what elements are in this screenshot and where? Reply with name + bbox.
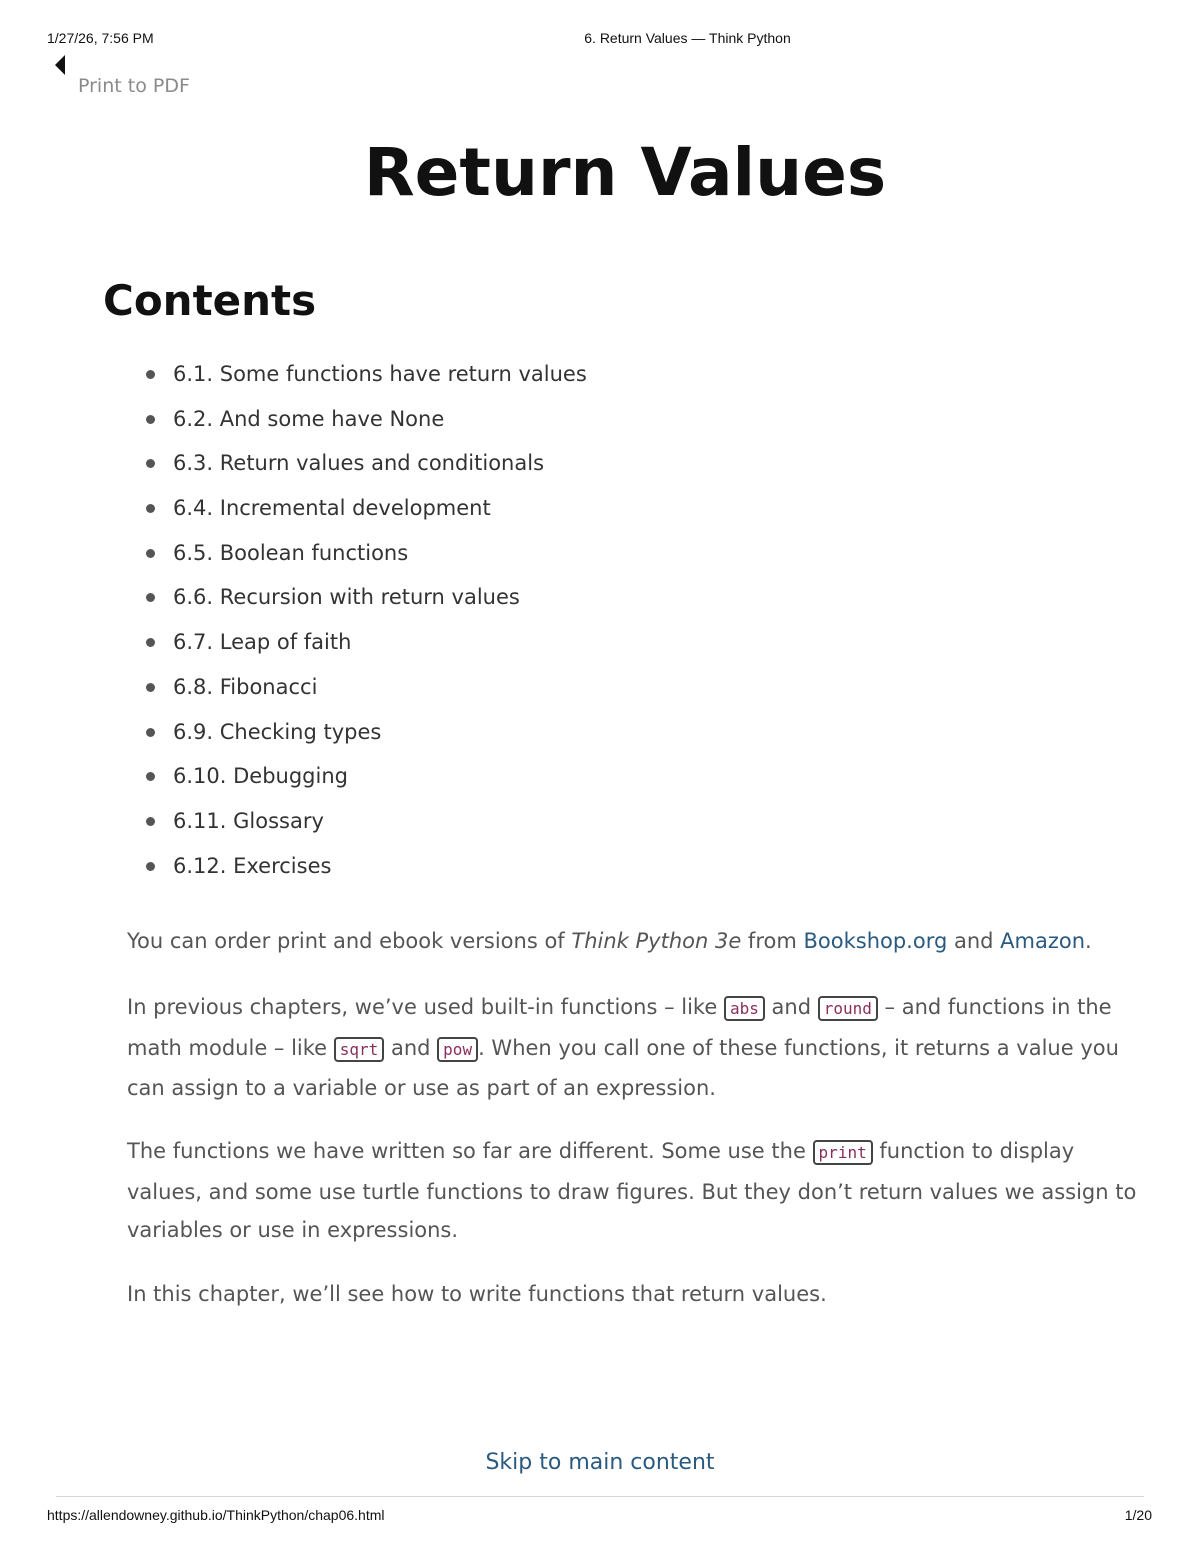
text-run: In this chapter, we’ll see how to write functions that return values.: [127, 1282, 827, 1306]
text-run: . When you call one of these functions, it returns a value you can assign to a variable or use as part of an expression.: [127, 1035, 1119, 1101]
code-round: round: [818, 996, 878, 1021]
toc-item[interactable]: [173, 491, 587, 536]
intro-paragraph-written: [127, 1132, 1137, 1250]
page-title: Return Values: [363, 134, 887, 211]
page-number: 1/20: [1124, 1507, 1152, 1523]
text-run: and: [947, 929, 1001, 953]
toc-link[interactable]: 6.1. Some functions have return values: [173, 362, 587, 386]
text-run: function to display values, and some use turtle functions to draw figures. But they don’t return values we assign to variables or use in expressions.: [127, 1139, 1137, 1243]
text-run: from: [741, 929, 804, 953]
triangle-left-icon[interactable]: [55, 55, 65, 75]
toc-link[interactable]: 6.12. Exercises: [173, 853, 332, 878]
print-url: https://allendowney.github.io/ThinkPython/chap06.html: [47, 1507, 385, 1523]
toc-item[interactable]: [173, 536, 587, 581]
code-pow: pow: [437, 1037, 478, 1062]
code-print: print: [813, 1140, 873, 1165]
table-of-contents: [173, 357, 587, 893]
toc-item[interactable]: [173, 357, 587, 402]
text-run: You can order print and ebook versions of: [127, 929, 572, 953]
print-to-pdf-button[interactable]: Print to PDF: [78, 75, 190, 97]
intro-paragraph-chapter: [127, 1275, 1137, 1314]
amazon-link[interactable]: Amazon: [1000, 929, 1086, 953]
code-sqrt: sqrt: [334, 1037, 385, 1062]
contents-heading: Contents: [103, 276, 317, 325]
text-run: and: [384, 1035, 438, 1060]
toc-link[interactable]: 6.3. Return values and conditionals: [173, 451, 545, 476]
toc-link[interactable]: 6.6. Recursion with return values: [173, 585, 520, 610]
toc-item[interactable]: [173, 580, 587, 625]
text-run: and: [764, 995, 818, 1019]
toc-item[interactable]: [173, 715, 587, 760]
toc-link[interactable]: 6.11. Glossary: [173, 808, 324, 833]
toc-link[interactable]: 6.7. Leap of faith: [173, 630, 352, 655]
toc-link[interactable]: 6.4. Incremental development: [173, 496, 491, 521]
text-run: The functions we have written so far are different. Some use the: [127, 1139, 813, 1163]
toc-item[interactable]: [173, 759, 587, 804]
order-paragraph: [127, 922, 1137, 961]
toc-link[interactable]: 6.10. Debugging: [173, 764, 348, 789]
print-doc-title: 6. Return Values — Think Python: [584, 30, 791, 46]
toc-item[interactable]: [173, 849, 587, 894]
toc-link[interactable]: 6.8. Fibonacci: [173, 674, 318, 699]
text-run: .: [1085, 929, 1092, 953]
toc-item[interactable]: [173, 446, 587, 491]
toc-item[interactable]: [173, 402, 587, 447]
toc-link[interactable]: 6.9. Checking types: [173, 719, 382, 744]
toc-link[interactable]: 6.5. Boolean functions: [173, 540, 409, 565]
toc-item[interactable]: [173, 625, 587, 670]
toc-item[interactable]: [173, 804, 587, 849]
toc-link[interactable]: 6.2. And some have None: [173, 406, 445, 431]
book-title: Think Python 3e: [571, 929, 742, 953]
text-run: In previous chapters, we’ve used built-in functions – like: [127, 995, 724, 1019]
code-abs: abs: [724, 996, 765, 1021]
print-footer: [0, 1507, 1200, 1525]
toc-item[interactable]: [173, 670, 587, 715]
footer-divider: [56, 1496, 1144, 1497]
print-header: [0, 30, 1200, 48]
intro-paragraph-builtins: [127, 988, 1137, 1108]
skip-to-main-content-link[interactable]: Skip to main content: [485, 1450, 715, 1475]
print-datetime: 1/27/26, 7:56 PM: [47, 30, 154, 46]
bookshop-link[interactable]: Bookshop.org: [803, 929, 948, 953]
text-run: – and functions in the math module – like: [127, 995, 1112, 1060]
